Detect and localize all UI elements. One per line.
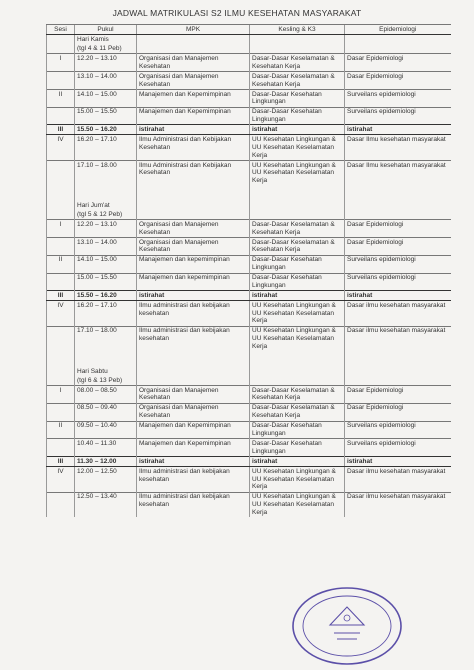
empty-cell (345, 186, 451, 201)
sesi-cell (47, 439, 75, 457)
day-dates-row (47, 376, 451, 385)
kesling-cell: Dasar-Dasar Kesehatan Lingkungan (250, 421, 345, 439)
sesi-cell (47, 161, 75, 186)
mpk-cell: Manajemen dan Kepemimpinan (137, 421, 250, 439)
epidemiologi-cell: Surveilans epidemiologi (345, 421, 451, 439)
epidemiologi-cell: Surveilans epidemiologi (345, 273, 451, 291)
empty-cell (250, 44, 345, 53)
mpk-cell: istirahat (137, 125, 250, 135)
epidemiologi-cell: Dasar ilmu kesehatan masyarakat (345, 492, 451, 517)
time-cell: 13.10 – 14.00 (75, 237, 137, 255)
kesling-cell: Dasar-Dasar Kesehatan Lingkungan (250, 89, 345, 107)
kesling-cell: UU Kesehatan Lingkungan & UU Kesehatan Keselamatan Kerja (250, 326, 345, 351)
table-header-row (47, 25, 451, 35)
sesi-cell: I (47, 54, 75, 72)
time-cell: 16.20 – 17.10 (75, 301, 137, 327)
empty-cell (345, 351, 451, 366)
sesi-cell (47, 107, 75, 125)
sesi-cell: III (47, 291, 75, 301)
kesling-cell: Dasar-Dasar Kesehatan Lingkungan (250, 273, 345, 291)
stamp-emblem-circle-icon (344, 615, 350, 621)
sesi-cell (47, 492, 75, 517)
time-cell: 08.50 – 09.40 (75, 403, 137, 421)
time-cell: 17.10 – 18.00 (75, 161, 137, 186)
table-row (47, 125, 451, 135)
empty-cell (47, 44, 75, 53)
empty-cell (345, 34, 451, 44)
empty-cell (345, 367, 451, 376)
table-row (47, 291, 451, 301)
table-row (47, 255, 451, 273)
time-cell: 17.10 – 18.00 (75, 326, 137, 351)
empty-cell (250, 376, 345, 385)
sesi-cell: II (47, 89, 75, 107)
kesling-cell: Dasar-Dasar Kesehatan Lingkungan (250, 255, 345, 273)
sesi-cell: IV (47, 301, 75, 327)
epidemiologi-cell: istirahat (345, 291, 451, 301)
stamp-outer-ring (293, 588, 401, 664)
time-cell: 14.10 – 15.00 (75, 255, 137, 273)
kesling-cell: istirahat (250, 125, 345, 135)
empty-cell (345, 201, 451, 210)
stamp-emblem-lines-icon (334, 633, 360, 639)
time-cell: 08.00 – 08.50 (75, 386, 137, 404)
time-cell: 12.00 – 12.50 (75, 467, 137, 493)
empty-cell (137, 210, 250, 219)
epidemiologi-cell: Dasar ilmu kesehatan masyarakat (345, 326, 451, 351)
mpk-cell: Organisasi dan Manajemen Kesehatan (137, 237, 250, 255)
epidemiologi-cell: Surveilans epidemiologi (345, 89, 451, 107)
sesi-cell (47, 273, 75, 291)
empty-cell (137, 186, 250, 201)
epidemiologi-cell: istirahat (345, 125, 451, 135)
table-row (47, 439, 451, 457)
kesling-cell: UU Kesehatan Lingkungan & UU Kesehatan Keselamatan Kerja (250, 135, 345, 161)
mpk-cell: Organisasi dan Manajemen Kesehatan (137, 403, 250, 421)
table-row (47, 301, 451, 327)
empty-cell (75, 351, 137, 366)
mpk-cell: Ilmu Administrasi dan Kebijakan Kesehatan (137, 135, 250, 161)
empty-cell (250, 186, 345, 201)
schedule-body (47, 34, 451, 517)
table-row (47, 220, 451, 238)
empty-cell (250, 34, 345, 44)
sesi-cell: I (47, 386, 75, 404)
time-cell: 11.30 – 12.00 (75, 457, 137, 467)
header-epidemiologi: Epidemiologi (345, 25, 451, 35)
stamp-emblem-icon (330, 607, 364, 625)
empty-cell (250, 367, 345, 376)
empty-cell (345, 44, 451, 53)
mpk-cell: Organisasi dan Manajemen Kesehatan (137, 220, 250, 238)
epidemiologi-cell: Surveilans epidemiologi (345, 107, 451, 125)
day-name: Hari Kamis (75, 34, 137, 44)
epidemiologi-cell: Dasar Epidemiologi (345, 403, 451, 421)
empty-cell (137, 201, 250, 210)
sesi-cell: II (47, 255, 75, 273)
mpk-cell: Organisasi dan Manajemen Kesehatan (137, 386, 250, 404)
day-header-row (47, 34, 451, 44)
mpk-cell: istirahat (137, 457, 250, 467)
sesi-cell: IV (47, 467, 75, 493)
sesi-cell: I (47, 220, 75, 238)
time-cell: 12.50 – 13.40 (75, 492, 137, 517)
empty-cell (137, 367, 250, 376)
mpk-cell: Organisasi dan Manajemen Kesehatan (137, 72, 250, 90)
page-title: JADWAL MATRIKULASI S2 ILMU KESEHATAN MASYARAKAT (112, 8, 362, 18)
epidemiologi-cell: Dasar ilmu kesehatan masyarakat (345, 467, 451, 493)
time-cell: 15.00 – 15.50 (75, 107, 137, 125)
header-mpk: MPK (137, 25, 250, 35)
empty-cell (250, 201, 345, 210)
epidemiologi-cell: Surveilans epidemiologi (345, 255, 451, 273)
sesi-cell (47, 72, 75, 90)
day-dates: (tgl 6 & 13 Peb) (75, 376, 137, 385)
time-cell: 10.40 – 11.30 (75, 439, 137, 457)
epidemiologi-cell: Dasar Epidemiologi (345, 220, 451, 238)
mpk-cell: Manajemen dan Kepemimpinan (137, 89, 250, 107)
day-dates: (tgl 5 & 12 Peb) (75, 210, 137, 219)
table-row (47, 107, 451, 125)
sesi-cell (47, 237, 75, 255)
day-dates: (tgl 4 & 11 Peb) (75, 44, 137, 53)
table-row (47, 467, 451, 493)
schedule-table (46, 24, 451, 517)
empty-cell (137, 44, 250, 53)
time-cell: 15.00 – 15.50 (75, 273, 137, 291)
empty-cell (47, 186, 75, 201)
stamp-inner-ring (303, 596, 391, 656)
mpk-cell: Manajemen dan kepemimpinan (137, 255, 250, 273)
empty-cell (137, 34, 250, 44)
kesling-cell: istirahat (250, 291, 345, 301)
mpk-cell: Manajemen dan kepemimpinan (137, 273, 250, 291)
kesling-cell: UU Kesehatan Lingkungan & UU Kesehatan Keselamatan Kerja (250, 492, 345, 517)
mpk-cell: Manajemen dan Kepemimpinan (137, 439, 250, 457)
time-cell: 15.50 – 16.20 (75, 125, 137, 135)
empty-cell (250, 210, 345, 219)
kesling-cell: istirahat (250, 457, 345, 467)
table-row (47, 72, 451, 90)
epidemiologi-cell: Dasar ilmu kesehatan masyarakat (345, 301, 451, 327)
kesling-cell: UU Kesehatan Lingkungan & UU Kesehatan Keselamatan Kerja (250, 301, 345, 327)
table-row (47, 237, 451, 255)
sesi-cell: III (47, 457, 75, 467)
table-row (47, 161, 451, 186)
sesi-cell: IV (47, 135, 75, 161)
sesi-cell: III (47, 125, 75, 135)
kesling-cell: Dasar-Dasar Keselamatan & Kesehatan Kerja (250, 54, 345, 72)
table-row (47, 403, 451, 421)
empty-cell (47, 34, 75, 44)
epidemiologi-cell: Dasar Epidemiologi (345, 72, 451, 90)
kesling-cell: Dasar-Dasar Kesehatan Lingkungan (250, 107, 345, 125)
empty-cell (250, 351, 345, 366)
empty-cell (47, 210, 75, 219)
header-kesling: Kesling & K3 (250, 25, 345, 35)
kesling-cell: UU Kesehatan Lingkungan & UU Kesehatan Keselamatan Kerja (250, 467, 345, 493)
header-sesi: Sesi (47, 25, 75, 35)
table-row (47, 273, 451, 291)
empty-cell (345, 210, 451, 219)
table-row (47, 386, 451, 404)
epidemiologi-cell: Dasar Epidemiologi (345, 54, 451, 72)
epidemiologi-cell: Dasar Ilmu kesehatan masyarakat (345, 135, 451, 161)
table-row (47, 135, 451, 161)
day-header-row (47, 201, 451, 210)
time-cell: 12.20 – 13.10 (75, 220, 137, 238)
kesling-cell: Dasar-Dasar Keselamatan & Kesehatan Kerja (250, 386, 345, 404)
sesi-cell: II (47, 421, 75, 439)
day-dates-row (47, 210, 451, 219)
kesling-cell: Dasar-Dasar Keselamatan & Kesehatan Kerja (250, 72, 345, 90)
empty-cell (137, 376, 250, 385)
table-row (47, 421, 451, 439)
day-name: Hari Sabtu (75, 367, 137, 376)
day-header-row (47, 367, 451, 376)
time-cell: 09.50 – 10.40 (75, 421, 137, 439)
mpk-cell: istirahat (137, 291, 250, 301)
day-name: Hari Jum'at (75, 201, 137, 210)
kesling-cell: Dasar-Dasar Keselamatan & Kesehatan Kerja (250, 220, 345, 238)
university-stamp (290, 585, 404, 667)
empty-cell (75, 186, 137, 201)
mpk-cell: Manajemen dan Kepemimpinan (137, 107, 250, 125)
kesling-cell: Dasar-Dasar Keselamatan & Kesehatan Kerja (250, 237, 345, 255)
epidemiologi-cell: istirahat (345, 457, 451, 467)
day-gap-row (47, 351, 451, 366)
time-cell: 16.20 – 17.10 (75, 135, 137, 161)
kesling-cell: Dasar-Dasar Keselamatan & Kesehatan Kerja (250, 403, 345, 421)
epidemiologi-cell: Dasar Epidemiologi (345, 386, 451, 404)
table-row (47, 492, 451, 517)
sesi-cell (47, 326, 75, 351)
table-row (47, 326, 451, 351)
mpk-cell: Ilmu Administrasi dan Kebijakan Kesehatan (137, 161, 250, 186)
epidemiologi-cell: Surveilans epidemiologi (345, 439, 451, 457)
empty-cell (47, 367, 75, 376)
empty-cell (47, 376, 75, 385)
mpk-cell: Ilmu administrasi dan kebijakan kesehatan (137, 467, 250, 493)
empty-cell (47, 351, 75, 366)
sesi-cell (47, 403, 75, 421)
header-pukul: Pukul (75, 25, 137, 35)
table-row (47, 89, 451, 107)
day-gap-row (47, 186, 451, 201)
time-cell: 12.20 – 13.10 (75, 54, 137, 72)
mpk-cell: Organisasi dan Manajemen Kesehatan (137, 54, 250, 72)
epidemiologi-cell: Dasar Epidemiologi (345, 237, 451, 255)
table-row (47, 54, 451, 72)
kesling-cell: UU Kesehatan Lingkungan & UU Kesehatan Keselamatan Kerja (250, 161, 345, 186)
mpk-cell: Ilmu administrasi dan kebijakan kesehatan (137, 492, 250, 517)
empty-cell (345, 376, 451, 385)
epidemiologi-cell: Dasar Ilmu kesehatan masyarakat (345, 161, 451, 186)
mpk-cell: Ilmu administrasi dan kebijakan kesehatan (137, 326, 250, 351)
mpk-cell: Ilmu administrasi dan kebijakan kesehatan (137, 301, 250, 327)
time-cell: 14.10 – 15.00 (75, 89, 137, 107)
empty-cell (137, 351, 250, 366)
table-row (47, 457, 451, 467)
empty-cell (47, 201, 75, 210)
time-cell: 13.10 – 14.00 (75, 72, 137, 90)
kesling-cell: Dasar-Dasar Kesehatan Lingkungan (250, 439, 345, 457)
day-dates-row (47, 44, 451, 53)
time-cell: 15.50 – 16.20 (75, 291, 137, 301)
